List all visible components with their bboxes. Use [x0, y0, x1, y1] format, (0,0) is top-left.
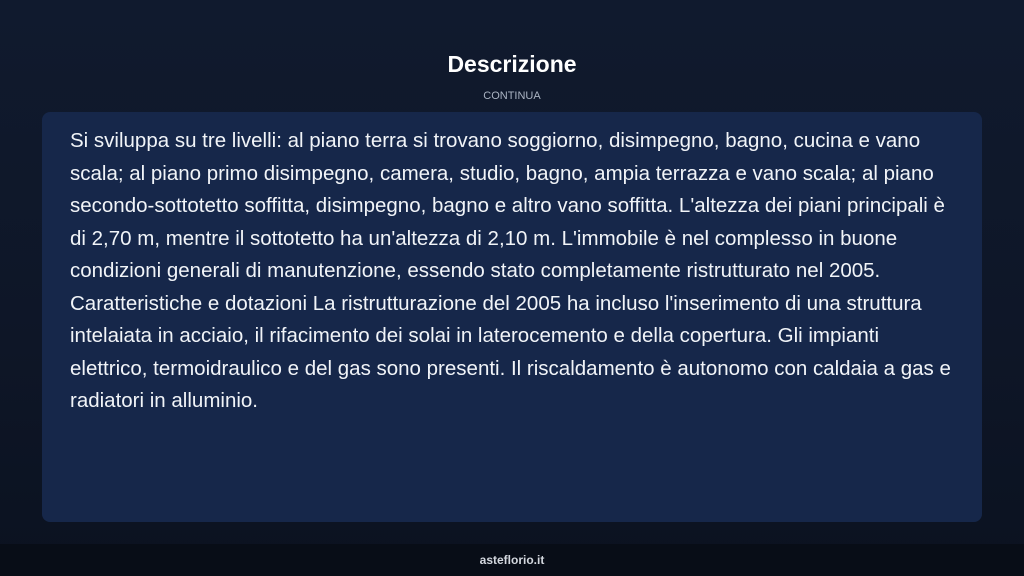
description-text: Si sviluppa su tre livelli: al piano terra si trovano soggiorno, disimpegno, bagno, cucina e vano scala; al piano primo disimpegno, camera, studio, bagno, ampia terrazza e vano scala; al piano secondo-sottotetto soffitta, disimpegno, bagno e altro vano soffitta. L'altezza dei piani principali è di 2,70 m, mentre il sottotetto ha un'altezza di 2,10 m. L'immobile è nel complesso in buone condizioni generali di manutenzione, essendo stato completamente ristrutturato nel 2005. Caratteristiche e dotazioni La ristrutturazione del 2005 ha incluso l'inserimento di una struttura intelaiata in acciaio, il rifacimento dei solai in laterocemento e della copertura. Gli impianti elettrico, termoidraulico e del gas sono presenti. Il riscaldamento è autonomo con caldaia a gas e radiatori in alluminio.	[70, 129, 951, 412]
footer-site-label: asteflorio.it	[479, 553, 545, 567]
description-panel	[42, 112, 982, 522]
page-subtitle: CONTINUA	[483, 90, 541, 102]
footer-bar	[0, 544, 1024, 576]
page-title: Descrizione	[447, 51, 577, 77]
